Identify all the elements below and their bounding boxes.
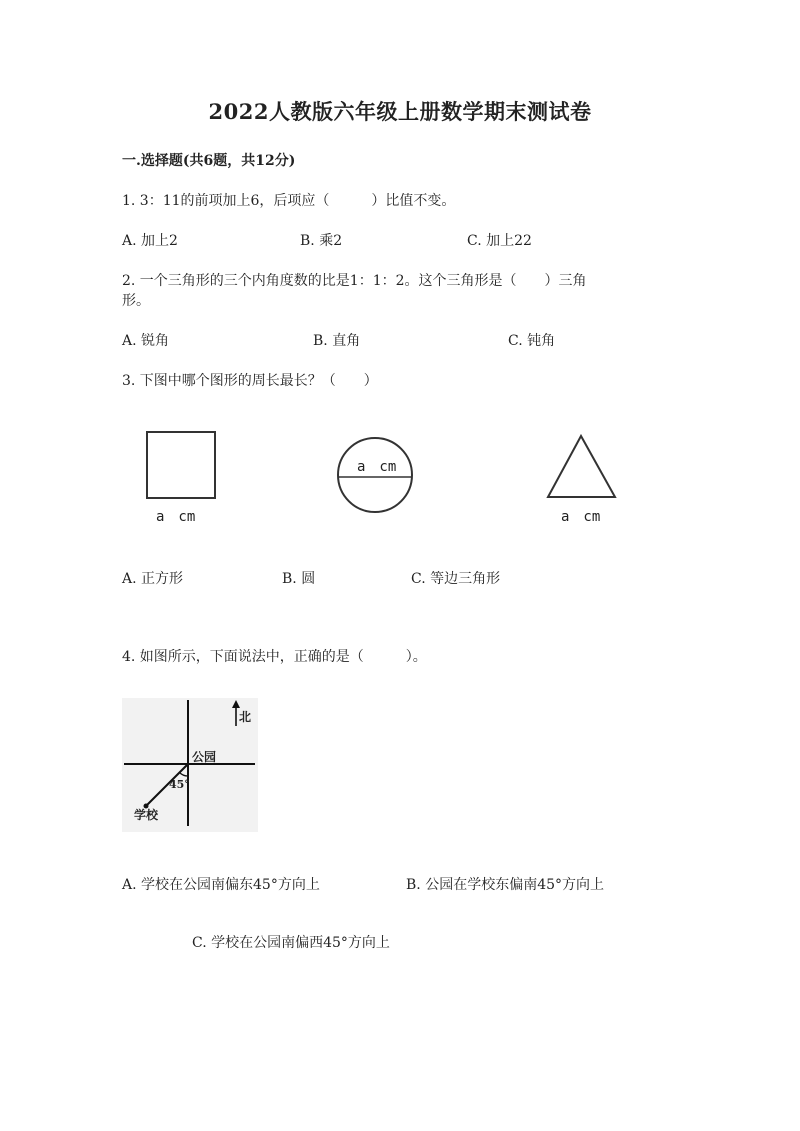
north-label: 北 bbox=[239, 710, 252, 724]
question-2-option-b[interactable]: B. 直角 bbox=[313, 333, 361, 349]
question-1-option-a[interactable]: A. 加上2 bbox=[122, 233, 178, 249]
question-1-option-c[interactable]: C. 加上22 bbox=[467, 233, 532, 249]
question-2-option-c[interactable]: C. 钝角 bbox=[508, 333, 556, 349]
square-side-label: a cm bbox=[156, 509, 196, 525]
question-3-stem: 3. 下图中哪个图形的周长最长？（ ） bbox=[122, 373, 378, 389]
question-4-option-c[interactable]: C. 学校在公园南偏西45°方向上 bbox=[192, 935, 390, 951]
angle-label: 45° bbox=[169, 778, 190, 791]
question-4-option-a[interactable]: A. 学校在公园南偏东45°方向上 bbox=[122, 877, 320, 893]
question-3-option-b[interactable]: B. 圆 bbox=[282, 571, 316, 587]
section-heading: 一.选择题(共6题，共12分) bbox=[122, 153, 296, 169]
park-label: 公园 bbox=[192, 750, 217, 764]
question-2-stem-line1: 2. 一个三角形的三个内角度数的比是1：1：2。这个三角形是（ ）三角 bbox=[122, 273, 587, 289]
square-shape bbox=[147, 432, 215, 498]
school-label: 学校 bbox=[134, 808, 159, 822]
triangle-shape bbox=[548, 436, 615, 497]
circle-diameter-label: a cm bbox=[357, 459, 397, 475]
question-3-option-c[interactable]: C. 等边三角形 bbox=[411, 571, 501, 587]
triangle-side-label: a cm bbox=[561, 509, 601, 525]
question-3-option-a[interactable]: A. 正方形 bbox=[122, 571, 184, 587]
question-2-option-a[interactable]: A. 锐角 bbox=[122, 333, 170, 349]
question-4-option-b[interactable]: B. 公园在学校东偏南45°方向上 bbox=[406, 877, 605, 893]
question-1-option-b[interactable]: B. 乘2 bbox=[300, 233, 343, 249]
question-4-stem: 4. 如图所示，下面说法中，正确的是（ ）。 bbox=[122, 649, 427, 665]
question-1-stem: 1. 3：11的前项加上6，后项应（ ）比值不变。 bbox=[122, 193, 456, 209]
page-title: 2022人教版六年级上册数学期末测试卷 bbox=[208, 99, 592, 124]
question-2-stem-line2: 形。 bbox=[122, 293, 150, 309]
